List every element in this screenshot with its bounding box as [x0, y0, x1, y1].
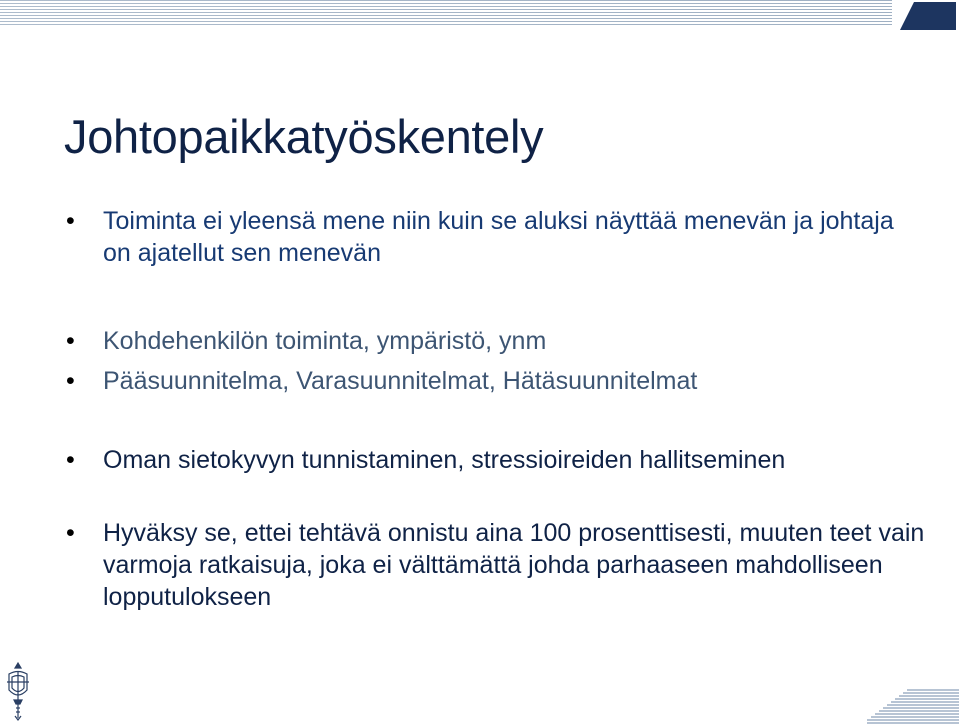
bullet-item: • Oman sietokyvyn tunnistaminen, stressioireiden hallitseminen — [66, 444, 926, 476]
bullet-list-quaternary — [66, 517, 926, 613]
slide-title: Johtopaikkatyöskentely — [64, 110, 544, 163]
bullet-item: • Kohdehenkilön toiminta, ympäristö, ynm — [66, 321, 926, 361]
header-stripes-decoration — [0, 0, 892, 26]
bullet-item: • Pääsuunnitelma, Varasuunnitelmat, Hätäsuunnitelmat — [66, 361, 926, 401]
corner-block-icon — [900, 2, 956, 30]
bullet-item: • Toiminta ei yleensä mene niin kuin se aluksi näyttää menevän ja johtaja on ajatellut sen menevän — [66, 205, 926, 269]
bullet-list-secondary — [66, 321, 926, 401]
bullet-item: • Hyväksy se, ettei tehtävä onnistu aina 100 prosenttisesti, muuten teet vain varmoja ratkaisuja, joka ei välttämättä johda parhaaseen mahdolliseen lopputulokseen — [66, 517, 926, 613]
police-crest-icon — [3, 660, 33, 722]
footer-stripes-decoration — [867, 686, 959, 724]
bullet-list-tertiary — [66, 444, 926, 476]
bullet-list-primary — [66, 205, 926, 269]
